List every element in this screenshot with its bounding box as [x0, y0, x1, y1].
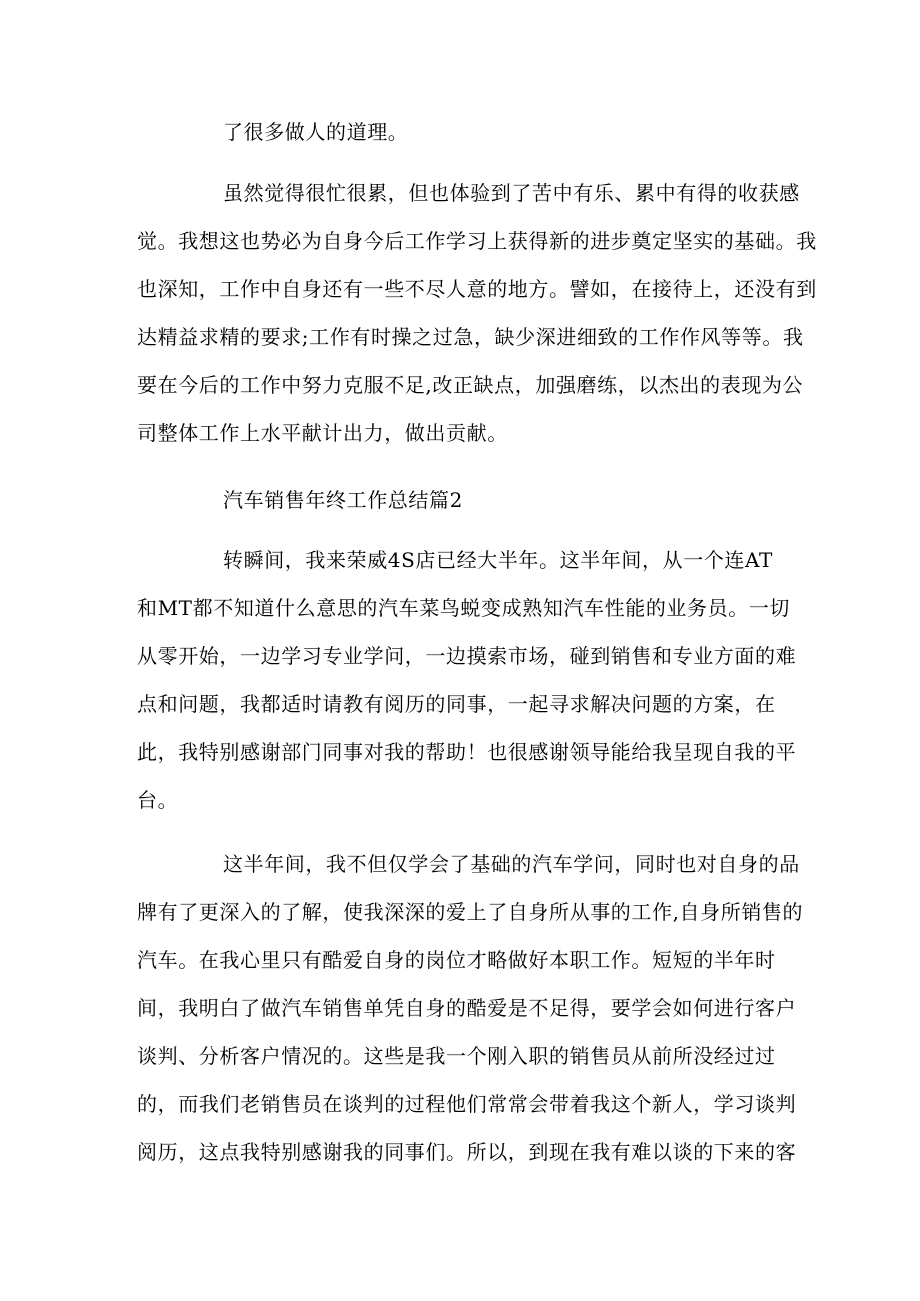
- paragraph-4-line-1: 这半年间，我不但仅学会了基础的汽车学问，同时也对自身的品: [223, 852, 800, 876]
- paragraph-4-line-7: 阅历，这点我特别感谢我的同事们。所以，到现在我有难以谈的下来的客: [137, 1140, 797, 1164]
- paragraph-4-line-4: 间，我明白了做汽车销售单凭自身的酷爱是不足得，要学会如何进行客户: [137, 996, 797, 1020]
- paragraph-1-line-1: 了很多做人的道理。: [223, 120, 409, 144]
- paragraph-4-line-5: 谈判、分析客户情况的。这些是我一个刚入职的销售员从前所没经过过: [137, 1044, 776, 1068]
- paragraph-3-line-3: 从零开始，一边学习专业学问，一边摸索市场，碰到销售和专业方面的难: [137, 644, 797, 668]
- paragraph-3-line-5: 此，我特别感谢部门同事对我的帮助！也很感谢领导能给我呈现自我的平: [137, 740, 797, 764]
- paragraph-2-line-4: 达精益求精的要求;工作有时操之过急，缺少深进细致的工作作风等等。我: [137, 325, 804, 349]
- paragraph-2-line-2: 觉。我想这也势必为自身今后工作学习上获得新的进步奠定坚实的基础。我: [137, 229, 817, 253]
- paragraph-2-line-6: 司整体工作上水平献计出力，做出贡献。: [137, 421, 508, 445]
- paragraph-3-line-2: 和MT都不知道什么意思的汽车菜鸟蜕变成熟知汽车性能的业务员。一切: [137, 596, 791, 620]
- paragraph-3-line-4: 点和问题，我都适时请教有阅历的同事，一起寻求解决问题的方案，在: [137, 692, 776, 716]
- paragraph-3-line-6: 台。: [137, 788, 179, 812]
- paragraph-2-line-3: 也深知，工作中自身还有一些不尽人意的地方。譬如，在接待上，还没有到: [137, 277, 817, 301]
- paragraph-4-line-2: 牌有了更深入的了解，使我深深的爱上了自身所从事的工作,自身所销售的: [137, 900, 804, 924]
- paragraph-2-line-1: 虽然觉得很忙很累，但也体验到了苦中有乐、累中有得的收获感: [223, 181, 800, 205]
- paragraph-4-line-3: 汽车。在我心里只有酷爱自身的岗位才略做好本职工作。短短的半年时: [137, 948, 776, 972]
- section-heading: 汽车销售年终工作总结篇2: [223, 488, 463, 512]
- paragraph-4-line-6: 的，而我们老销售员在谈判的过程他们常常会带着我这个新人，学习谈判: [137, 1092, 797, 1116]
- paragraph-3-line-1: 转瞬间，我来荣威4S店已经大半年。这半年间，从一个连AT: [223, 548, 773, 572]
- paragraph-2-line-5: 要在今后的工作中努力克服不足,改正缺点，加强磨练，以杰出的表现为公: [137, 373, 804, 397]
